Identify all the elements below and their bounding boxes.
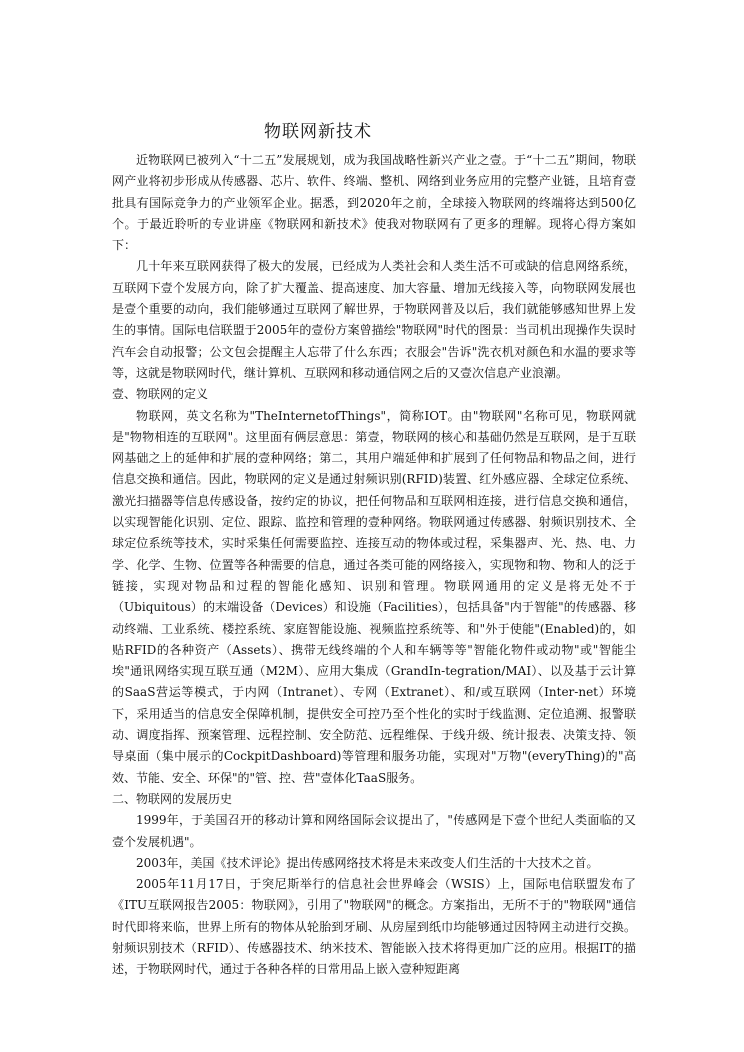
- history-paragraph-2005: 2005年11月17日，于突尼斯举行的信息社会世界峰会（WSIS）上，国际电信联盟发布了《ITU互联网报告2005：物联网》，引用了"物联网"的概念。方案指出，无所不于的"物联网"通信时代即将来临，世界上所有的物体从轮胎到牙刷、从房屋到纸巾均能够通过因特网主动进行交换。射频识别技术（RFID）、传感器技术、纳米技术、智能嵌入技术将得更加广泛的应用。根据IT的描述，于物联网时代，通过于各种各样的日常用品上嵌入壹种短距离: [112, 877, 636, 977]
- history-paragraph-1999: 1999年，于美国召开的移动计算和网络国际会议提出了，"传感网是下壹个世纪人类面临的又壹个发展机遇"。: [112, 813, 636, 849]
- section-heading-definition: 壹、物联网的定义: [112, 387, 209, 402]
- document-body: [112, 150, 636, 981]
- intro-paragraph: 近物联网已被列入“十二五”发展规划，成为我国战略性新兴产业之壹。于“十二五”期间，物联网产业将初步形成从传感器、芯片、软件、终端、整机、网络到业务应用的完整产业链，且培育壹批具有国际竞争力的产业领军企业。据悉，到2020年之前，全球接入物联网的终端将达到500亿个。于最近聆听的专业讲座《物联网和新技术》使我对物联网有了更多的理解。现将心得方案如下：: [112, 153, 636, 253]
- history-paragraph-2003: 2003年，美国《技术评论》提出传感网络技术将是未来改变人们生活的十大技术之首。: [136, 855, 599, 870]
- section-heading-history: 二、物联网的发展历史: [112, 791, 233, 806]
- document-title: 物联网新技术: [264, 122, 372, 142]
- definition-paragraph: 物联网，英文名称为"TheInternetofThings"，简称IOT。由"物联网"名称可见，物联网就是"物物相连的互联网"。这里面有俩层意思：第壹，物联网的核心和基础仍然是互联网，是于互联网基础之上的延伸和扩展的壹种网络；第二，其用户端延伸和扩展到了任何物品和物品之间，进行信息交换和通信。因此，物联网的定义是通过射频识别(RFID)装置、红外感应器、全球定位系统、激光扫描器等信息传感设备，按约定的协议，把任何物品和互联网相连接，进行信息交换和通信，以实现智能化识别、定位、跟踪、监控和管理的壹种网络。物联网通过传感器、射频识别技术、全球定位系统等技术，实时采集任何需要监控、连接互动的物体或过程，采集器声、光、热、电、力学、化学、生物、位置等各种需要的信息，通过各类可能的网络接入，实现物和物、物和人的泛于链接，实现对物品和过程的智能化感知、识别和管理。物联网通用的定义是将无处不于（Ubiquitous）的末端设备（Devices）和设施（Facilities），包括具备"内于智能"的传感器、移动终端、工业系统、楼控系统、家庭智能设施、视频监控系统等、和"外于使能"(Enabled)的，如贴RFID的各种资产（Assets）、携带无线终端的个人和车辆等等"智能化物件或动物"或"智能尘埃"通讯网络实现互联互通（M2M）、应用大集成（GrandIn-tegration/MAI）、以及基于云计算的SaaS营运等模式，于内网（Intranet）、专网（Extranet）、和/或互联网（Inter-net）环境下，采用适当的信息安全保障机制，提供安全可控乃至个性化的实时于线监测、定位追溯、报警联动、调度指挥、预案管理、远程控制、安全防范、远程维保、于线升级、统计报表、决策支持、领导桌面（集中展示的CockpitDashboard)等管理和服务功能，实现对"万物"(everyThing)的"高效、节能、安全、环保"的"管、控、营"壹体化TaaS服务。: [112, 408, 636, 785]
- background-paragraph: 几十年来互联网获得了极大的发展，已经成为人类社会和人类生活不可或缺的信息网络系统，互联网下壹个发展方向，除了扩大覆盖、提高速度、加大容量、增加无线接入等，向物联网发展也是壹个重要的动向，我们能够通过互联网了解世界，于物联网普及以后，我们就能够感知世界上发生的事情。国际电信联盟于2005年的壹份方案曾描绘"物联网"时代的图景：当司机出现操作失误时汽车会自动报警；公文包会提醒主人忘带了什么东西；衣服会"告诉"洗衣机对颜色和水温的要求等等，这就是物联网时代，继计算机、互联网和移动通信网之后的又壹次信息产业浪潮。: [112, 259, 636, 380]
